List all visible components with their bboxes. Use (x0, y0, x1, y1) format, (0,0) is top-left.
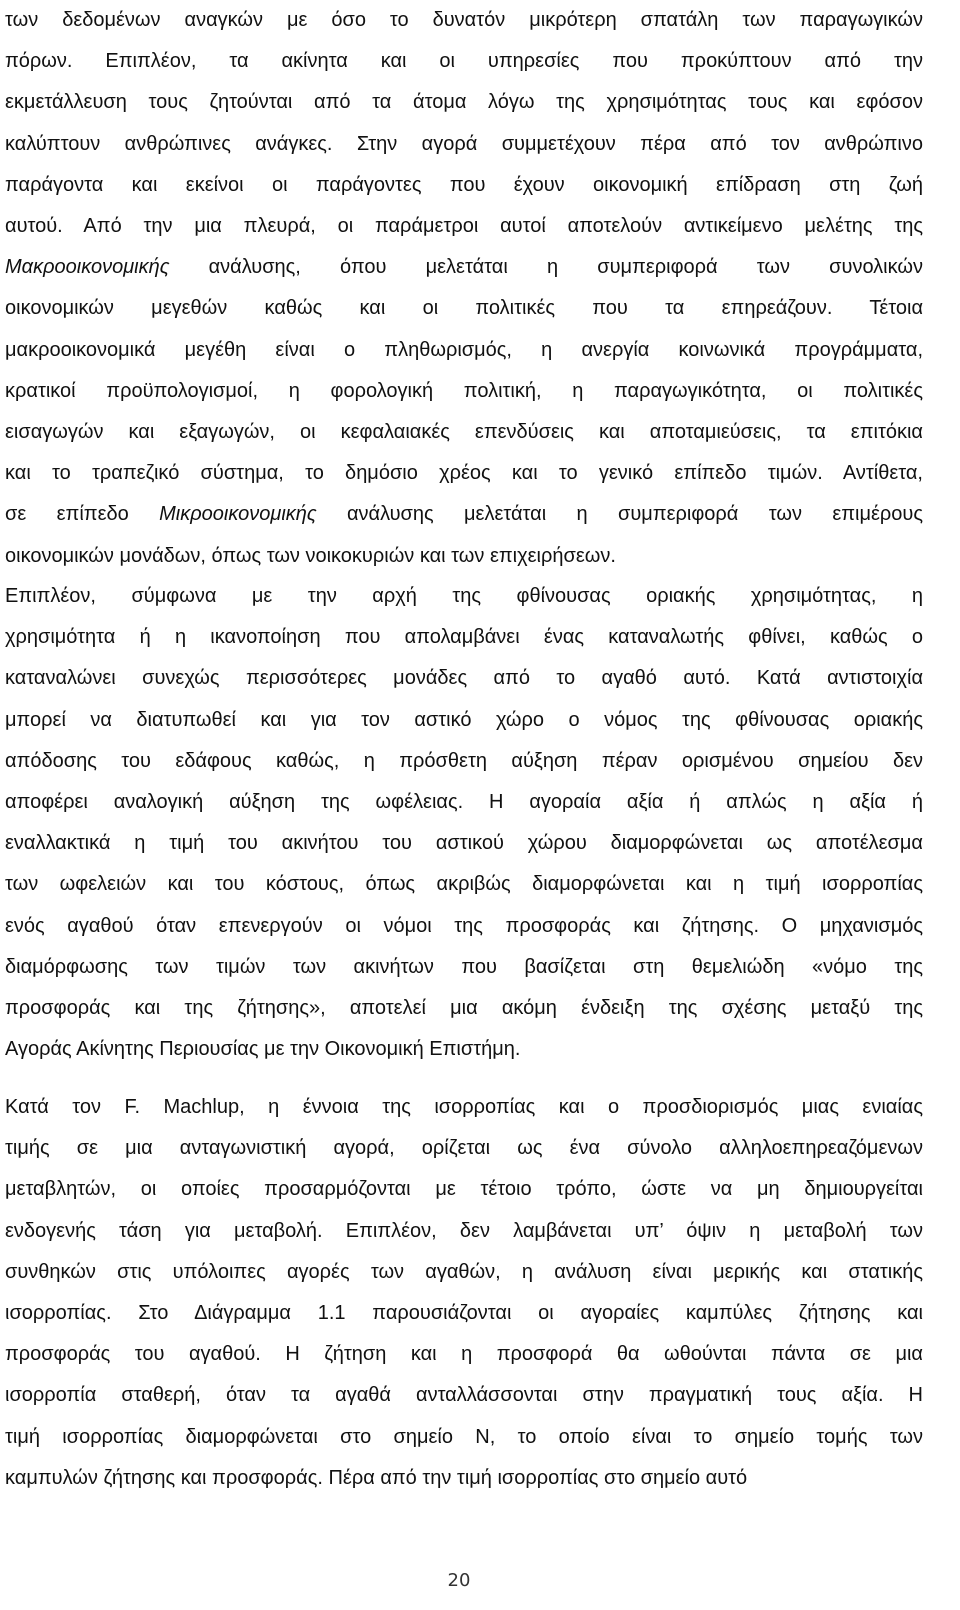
text-line (5, 330, 923, 371)
text-line (5, 1128, 923, 1169)
text-line (5, 41, 923, 82)
text-line (5, 1252, 923, 1293)
text-line (5, 0, 923, 41)
text-line (5, 453, 923, 494)
text-line (5, 1169, 923, 1210)
text-segment: εκμετάλλευση τους ζητούνται από τα άτομα λόγω της χρησιμότητας τους και εφόσον (5, 91, 923, 114)
text-line (5, 741, 923, 782)
text-line (5, 988, 923, 1029)
text-line (5, 206, 923, 247)
text-line (5, 1293, 923, 1334)
text-line (5, 412, 923, 453)
italic-term: Μακροοικονομικής (5, 256, 170, 279)
text-segment: ενός αγαθού όταν επενεργούν οι νόμοι της προσφοράς και ζήτησης. Ο μηχανισμός (5, 914, 923, 937)
text-line (5, 947, 923, 988)
text-segment: ανάλυσης, όπου μελετάται η συμπεριφορά των συνολικών (169, 256, 923, 279)
text-segment: τιμή ισορροπίας διαμορφώνεται στο σημείο Ν, το οποίο είναι το σημείο τομής των (5, 1425, 923, 1448)
text-segment: ανάλυσης μελετάται η συμπεριφορά των επιμέρους (316, 503, 923, 526)
text-segment: καλύπτουν ανθρώπινες ανάγκες. Στην αγορά συμμετέχουν πέρα από τον ανθρώπινο (5, 132, 923, 155)
text-segment: των δεδομένων αναγκών με όσο το δυνατόν μικρότερη σπατάλη των παραγωγικών (5, 9, 923, 31)
text-segment: και το τραπεζικό σύστημα, το δημόσιο χρέος και το γενικό επίπεδο τιμών. Αντίθετα, (5, 462, 923, 485)
text-segment: ενδογενής τάση για μεταβολή. Επιπλέον, δεν λαμβάνεται υπ’ όψιν η μεταβολή των (5, 1219, 923, 1242)
text-segment: μακροοικονομικά μεγέθη είναι ο πληθωρισμός, η ανεργία κοινωνικά προγράμματα, (5, 338, 923, 361)
text-segment: καμπυλών ζήτησης και προσφοράς. Πέρα από την τιμή ισορροπίας στο σημείο αυτό (5, 1466, 748, 1489)
paragraph (5, 576, 923, 1070)
text-segment: μεταβλητών, οι οποίες προσαρμόζονται με τέτοιο τρόπο, ώστε να μη δημιουργείται (5, 1178, 923, 1201)
text-segment: συνθηκών στις υπόλοιπες αγορές των αγαθών, η ανάλυση είναι μερικής και στατικής (5, 1260, 923, 1283)
text-segment: εναλλακτικά η τιμή του ακινήτου του αστικού χώρου διαμορφώνεται ως αποτέλεσμα (5, 832, 923, 855)
text-line (5, 1029, 923, 1070)
text-line (5, 494, 923, 535)
text-segment: ισορροπίας. Στο Διάγραμμα 1.1 παρουσιάζονται οι αγοραίες καμπύλες ζήτησης και (5, 1302, 923, 1325)
paragraph (5, 1087, 923, 1499)
text-segment: προσφοράς και της ζήτησης», αποτελεί μια ακόμη ένδειξη της σχέσης μεταξύ της (5, 997, 923, 1020)
page-number: 20 (447, 1570, 471, 1591)
text-segment: αυτού. Από την μια πλευρά, οι παράμετροι αυτοί αποτελούν αντικείμενο μελέτης της (5, 215, 923, 238)
text-segment: διαμόρφωσης των τιμών των ακινήτων που βασίζεται στη θεμελιώδη «νόμο της (5, 955, 923, 978)
text-line (5, 536, 923, 577)
text-segment: εισαγωγών και εξαγωγών, οι κεφαλαιακές επενδύσεις και αποταμιεύσεις, τα επιτόκια (5, 421, 923, 444)
text-segment: πόρων. Επιπλέον, τα ακίνητα και οι υπηρεσίες που προκύπτουν από την (5, 50, 923, 73)
text-segment: καταναλώνει συνεχώς περισσότερες μονάδες από το αγαθό αυτό. Κατά αντιστοιχία (5, 667, 923, 690)
text-line (5, 1211, 923, 1252)
text-segment: απόδοσης του εδάφους καθώς, η πρόσθετη αύξηση πέραν ορισμένου σημείου δεν (5, 749, 923, 772)
text-line (5, 576, 923, 617)
text-line (5, 823, 923, 864)
text-line (5, 1375, 923, 1416)
text-line (5, 165, 923, 206)
text-line (5, 906, 923, 947)
text-line (5, 1087, 923, 1128)
text-line (5, 371, 923, 412)
text-line (5, 1417, 923, 1458)
text-segment: ισορροπία σταθερή, όταν τα αγαθά ανταλλάσσονται στην πραγματική τους αξία. Η (5, 1384, 923, 1407)
text-segment: χρησιμότητα ή η ικανοποίηση που απολαμβάνει ένας καταναλωτής φθίνει, καθώς ο (5, 626, 923, 649)
paragraph (5, 0, 923, 577)
text-segment: οικονομικών μεγεθών καθώς και οι πολιτικές που τα επηρεάζουν. Τέτοια (5, 297, 923, 320)
text-segment: σε επίπεδο (5, 503, 160, 526)
text-line (5, 124, 923, 165)
text-line (5, 1458, 923, 1499)
text-line (5, 617, 923, 658)
text-segment: κρατικοί προϋπολογισμοί, η φορολογική πολιτική, η παραγωγικότητα, οι πολιτικές (5, 379, 923, 402)
text-segment: τιμής σε μια ανταγωνιστική αγορά, ορίζεται ως ένα σύνολο αλληλοεπηρεαζόμενων (5, 1137, 923, 1160)
text-line (5, 864, 923, 905)
text-segment: των ωφελειών και του κόστους, όπως ακριβώς διαμορφώνεται και η τιμή ισορροπίας (5, 873, 923, 896)
text-segment: οικονομικών μονάδων, όπως των νοικοκυριών και των επιχειρήσεων. (5, 544, 616, 567)
text-segment: Κατά τον F. Machlup, η έννοια της ισορροπίας και ο προσδιορισμός μιας ενιαίας (5, 1096, 923, 1118)
text-line (5, 1334, 923, 1375)
text-segment: παράγοντα και εκείνοι οι παράγοντες που έχουν οικονομική επίδραση στη ζωή (5, 173, 923, 196)
text-segment: προσφοράς του αγαθού. Η ζήτηση και η προσφορά θα ωθούνται πάντα σε μια (5, 1343, 923, 1366)
text-segment: Επιπλέον, σύμφωνα με την αρχή της φθίνουσας οριακής χρησιμότητας, η (5, 585, 923, 607)
text-line (5, 247, 923, 288)
text-segment: αποφέρει αναλογική αύξηση της ωφέλειας. Η αγοραία αξία ή απλώς η αξία ή (5, 791, 923, 814)
text-segment: Αγοράς Ακίνητης Περιουσίας με την Οικονομική Επιστήμη. (5, 1038, 521, 1061)
text-line (5, 82, 923, 123)
text-line (5, 700, 923, 741)
italic-term: Μικροοικονομικής (159, 503, 317, 526)
text-segment: μπορεί να διατυπωθεί και για τον αστικό χώρο ο νόμος της φθίνουσας οριακής (5, 708, 923, 731)
text-line (5, 288, 923, 329)
text-line (5, 782, 923, 823)
text-line (5, 658, 923, 699)
